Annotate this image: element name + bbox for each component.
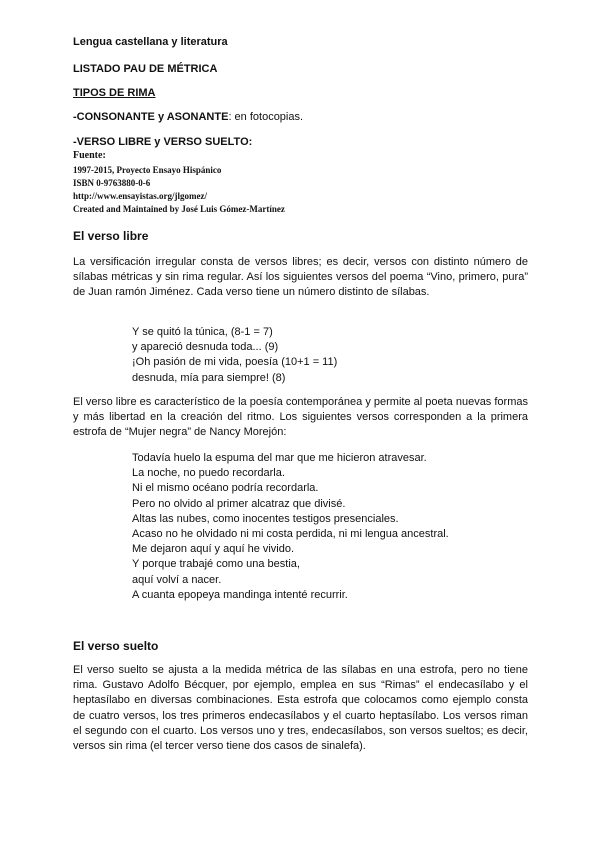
rhyme-types-heading xyxy=(73,87,156,99)
source-line: ISBN 0-9763880-0-6 xyxy=(73,178,151,188)
poem-line: La noche, no puedo recordarla. xyxy=(132,467,285,480)
source-line: Created and Maintained by José Luis Gómez-Martínez xyxy=(73,204,285,214)
source-block xyxy=(73,164,285,216)
subject-heading: Lengua castellana y literatura xyxy=(73,36,228,48)
poem-jimenez xyxy=(132,325,337,386)
consonant-line xyxy=(73,111,303,123)
free-verse-paragraph-1: La versificación irregular consta de versos libres; es decir, versos con distinto número de sílabas métricas y sin rima regular. Así los siguientes versos del poema “Vino, primero, pura” de Juan ramón Jiménez. Cada verso tiene un número distinto de sílabas. xyxy=(73,256,528,299)
list-title: LISTADO PAU DE MÉTRICA xyxy=(73,63,218,75)
source-link[interactable]: http://www.ensayistas.org/jlgomez/ xyxy=(73,191,207,201)
poem-line: Acaso no he olvidado ni mi costa perdida, ni mi lengua ancestral. xyxy=(132,528,449,541)
source-label: Fuente: xyxy=(73,150,106,161)
consonant-note: : en fotocopias. xyxy=(228,111,304,123)
poem-line: Y porque trabajé como una bestia, xyxy=(132,558,300,571)
poem-line: Pero no olvido al primer alcatraz que divisé. xyxy=(132,497,346,510)
poem-line: aquí volví a nacer. xyxy=(132,573,222,586)
consonant-label: -CONSONANTE y ASONANTE xyxy=(73,111,229,123)
poem-line: Y se quitó la túnica, (8-1 = 7) xyxy=(132,326,273,338)
blank-verse-title: El verso suelto xyxy=(73,639,159,653)
free-blank-verse-heading: -VERSO LIBRE y VERSO SUELTO: xyxy=(73,136,253,148)
free-verse-title: El verso libre xyxy=(73,229,149,243)
source-line: 1997-2015, Proyecto Ensayo Hispánico xyxy=(73,165,222,175)
free-verse-paragraph-2: El verso libre es característico de la poesía contemporánea y permite al poeta nuevas formas y más libertad en la creación del ritmo. Los siguientes versos corresponden a la primera estrofa de “Mujer negra” de Nancy Morejón: xyxy=(73,396,528,439)
poem-line: ¡Oh pasión de mi vida, poesía (10+1 = 11) xyxy=(132,356,338,369)
poem-line: A cuanta epopeya mandinga intenté recurrir. xyxy=(132,588,348,601)
poem-line: Me dejaron aquí y aquí he vivido. xyxy=(132,543,295,556)
poem-line: Todavía huelo la espuma del mar que me hicieron atravesar. xyxy=(132,452,427,464)
blank-verse-paragraph: El verso suelto se ajusta a la medida métrica de las sílabas en una estrofa, pero no tiene rima. Gustavo Adolfo Bécquer, por ejemplo, emplea en sus “Rimas” el endecasílabo y el heptasílabo en diversas combinaciones. Esta estrofa que colocamos como ejemplo consta de cuatro versos, los tres primeros endecasílabos y el cuarto heptasílabo. Los versos riman el segundo con el cuarto. Los versos uno y tres, endecasílabos, son versos sueltos; es decir, versos sin rima (el tercer verso tiene dos casos de sinalefa). xyxy=(73,664,528,753)
poem-line: Altas las nubes, como inocentes testigos presenciales. xyxy=(132,512,399,525)
poem-line: y apareció desnuda toda... (9) xyxy=(132,341,279,354)
poem-line: desnuda, mía para siempre! (8) xyxy=(132,371,286,384)
poem-morejon xyxy=(132,451,449,603)
rhyme-types-text: TIPOS DE RIMA xyxy=(73,87,156,99)
poem-line: Ni el mismo océano podría recordarla. xyxy=(132,482,319,495)
